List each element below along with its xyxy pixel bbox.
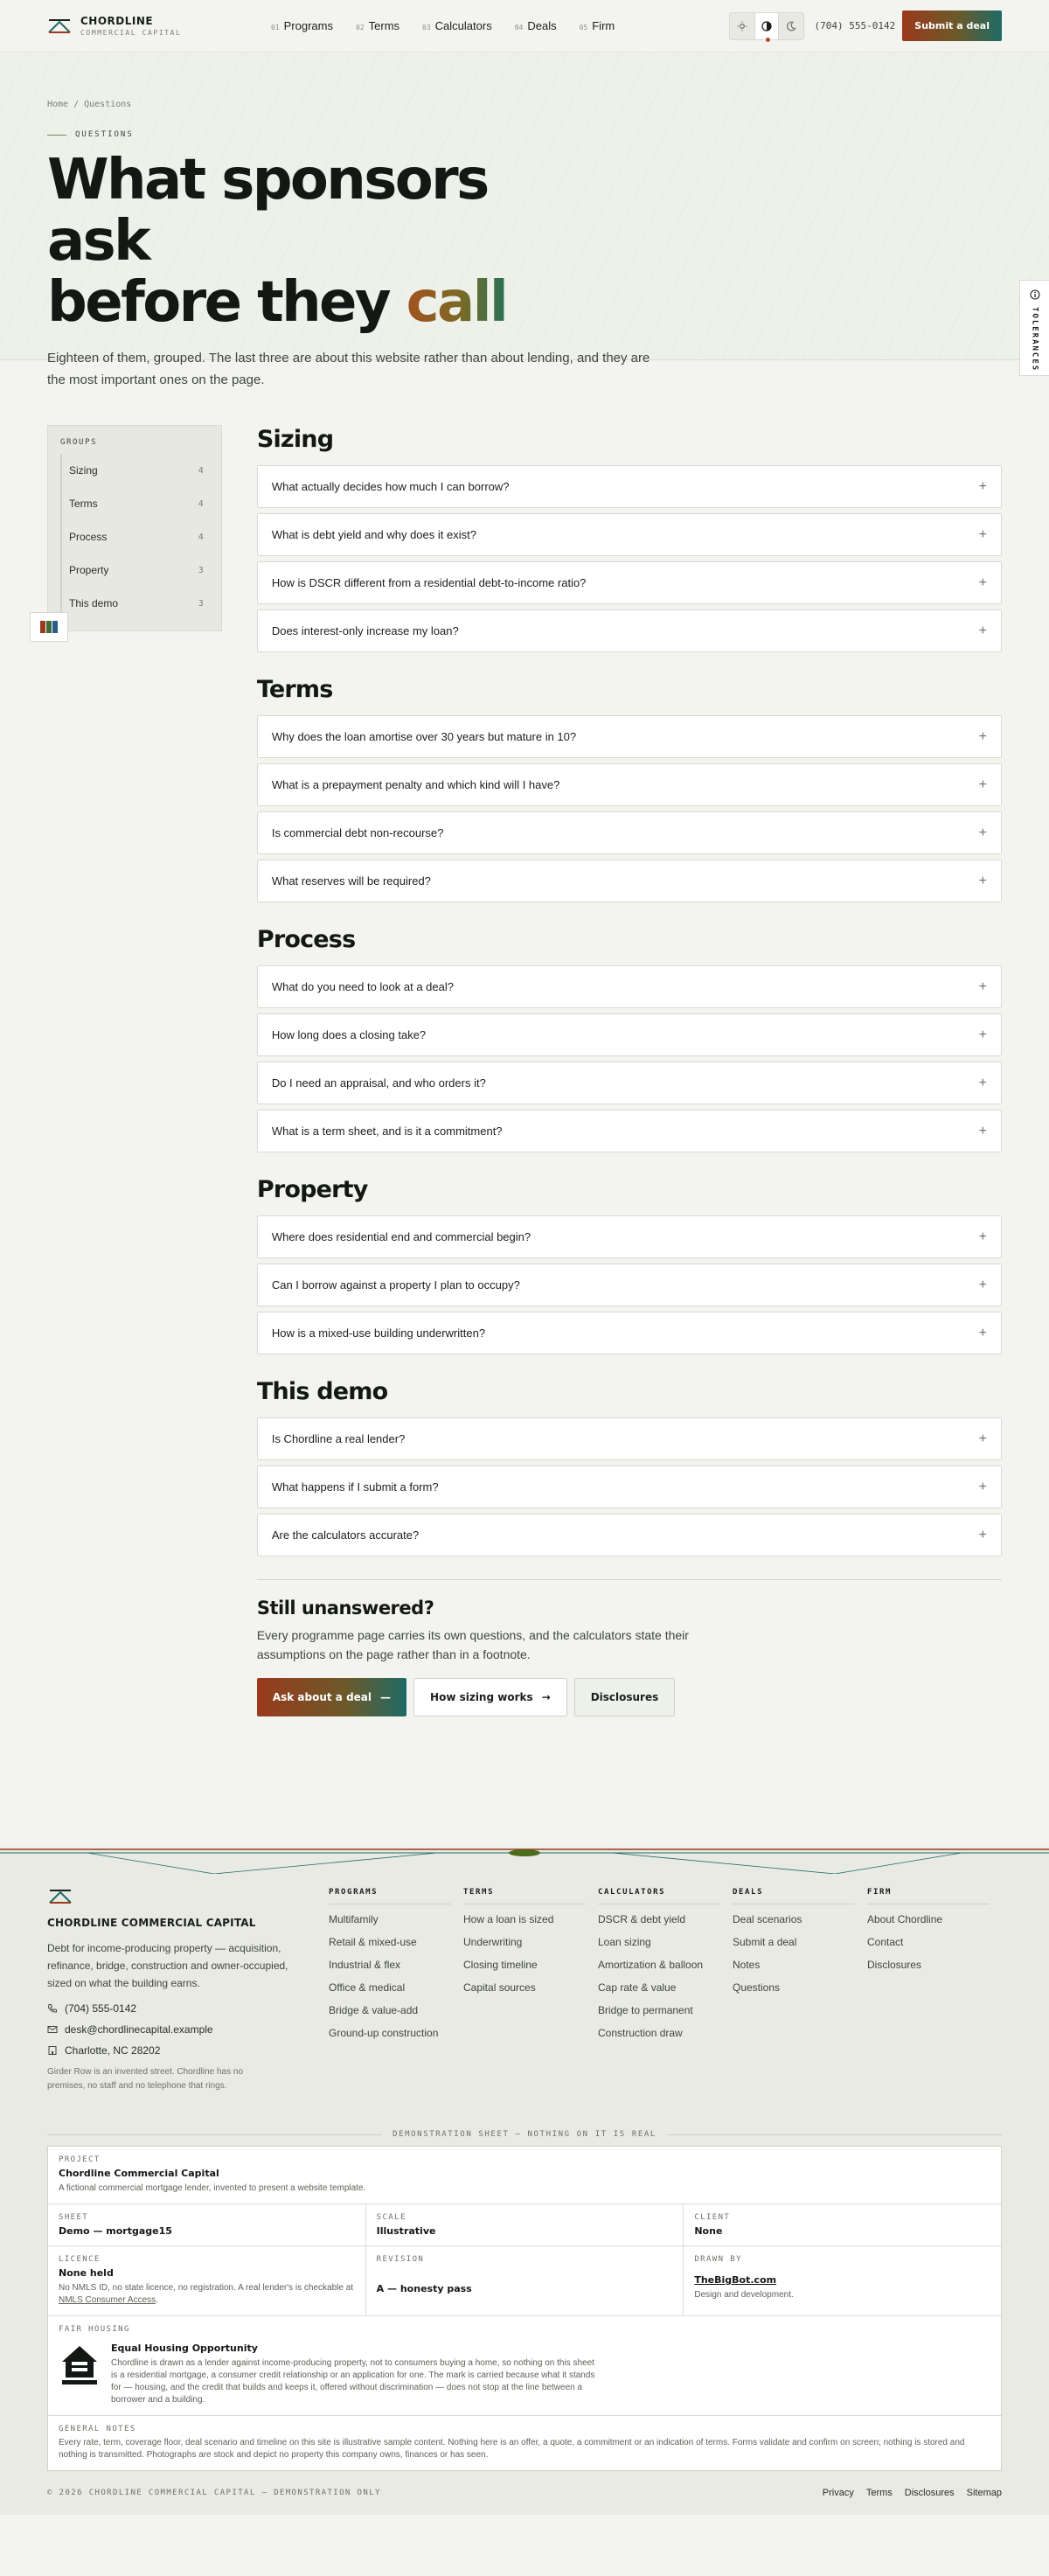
faq-item[interactable] [257, 1417, 1002, 1460]
faq-question: How long does a closing take? [271, 1028, 427, 1041]
plus-icon: + [978, 776, 987, 792]
footer-phone-text: (704) 555-0142 [65, 2002, 137, 2015]
footer-col-heading: DEALS [733, 1888, 855, 1904]
plus-icon: + [978, 728, 987, 744]
footer-phone[interactable] [47, 2002, 329, 2015]
faq-item[interactable] [257, 465, 1002, 508]
footer-link[interactable]: Capital sources [463, 1981, 536, 1994]
faq-question: How is a mixed-use building underwritten? [271, 1326, 486, 1340]
nav-terms[interactable] [356, 19, 399, 32]
nav-deals[interactable] [515, 19, 557, 32]
ask-about-deal-button[interactable] [257, 1678, 406, 1716]
faq-question: What is a prepayment penalty and which kind will I have? [271, 778, 560, 791]
flag-icon[interactable] [30, 612, 68, 642]
brand-tagline: COMMERCIAL CAPITAL [80, 29, 182, 37]
footer-link[interactable]: Closing timeline [463, 1959, 538, 1971]
plus-icon: + [978, 526, 987, 542]
faq-item[interactable] [257, 1264, 1002, 1306]
groups-sidebar [47, 425, 222, 631]
faq-section-process [257, 925, 1002, 1152]
group-label: Terms [69, 498, 98, 510]
group-count: 3 [198, 565, 204, 575]
plus-icon: + [978, 1123, 987, 1138]
sheet-drawn-by [684, 2246, 1001, 2315]
footer-email-text: desk@chordlinecapital.example [65, 2023, 213, 2036]
sheet-general-notes [48, 2416, 1001, 2470]
nav-label: Firm [592, 19, 615, 32]
section-title: Terms [256, 676, 333, 703]
demo-sheet-label-text: DEMONSTRATION SHEET — NOTHING ON IT IS REAL [393, 2130, 656, 2139]
nav-label: Calculators [434, 19, 492, 32]
cell-value: None [694, 2225, 723, 2237]
nav-num: 02 [356, 24, 365, 31]
footer-note: Girder Row is an invented street. Chordline has no premises, no staff and no telephone that rings. [47, 2067, 244, 2091]
footer-link[interactable]: DSCR & debt yield [598, 1913, 686, 1925]
faq-item[interactable] [257, 1514, 1002, 1556]
groups-label: GROUPS [60, 438, 98, 447]
disclosures-link[interactable]: Disclosures [904, 2488, 955, 2498]
phone-icon [47, 2003, 58, 2014]
equal-housing-icon [59, 2343, 101, 2388]
group-item-sizing[interactable] [62, 454, 209, 487]
footer-location-text: Charlotte, NC 28202 [65, 2044, 161, 2057]
faq-item[interactable] [257, 513, 1002, 556]
cell-value: None held [59, 2267, 114, 2279]
group-item-this-demo[interactable] [62, 587, 209, 620]
footer-decoration [0, 1848, 1049, 1874]
cell-sub [59, 2282, 355, 2307]
sheet-revision [366, 2246, 684, 2315]
group-count: 4 [198, 532, 204, 542]
button-label: Disclosures [590, 1691, 659, 1703]
tolerances-tab[interactable] [1019, 280, 1049, 376]
sitemap-link[interactable]: Sitemap [966, 2488, 1002, 2498]
plus-icon: + [978, 1479, 987, 1494]
footer-link[interactable]: Questions [733, 1981, 781, 1994]
eho-text: Chordline is drawn as a lender against income-producing property, not to consumers buying a home, so nothing on this sheet is a residential mortgage, a consumer credit relationship or an application for one. The mark is carried because what it stands for — housing, and the credit that builds and keeps it, offered without discrimination — does not stop at the line between a borrower and a building. [111, 2358, 595, 2405]
faq-question: What is a term sheet, and is it a commitment? [271, 1124, 503, 1138]
cell-label: DRAWN BY [694, 2255, 742, 2264]
divider [257, 1579, 1002, 1580]
faq-question: How is DSCR different from a residential debt-to-income ratio? [271, 576, 587, 589]
nav-programs[interactable] [271, 19, 333, 32]
faq-question: Why does the loan amortise over 30 years but mature in 10? [271, 730, 577, 743]
footer-location [47, 2044, 329, 2057]
faq-question: Where does residential end and commercial begin? [271, 1230, 531, 1243]
cell-label: REVISION [376, 2255, 425, 2264]
cell-value: Illustrative [376, 2225, 436, 2237]
footer-description: Debt for income-producing property — acquisition, refinance, bridge, construction and owner-occupied, sized on what the building earns. [47, 1942, 288, 1989]
eyebrow-rule [47, 135, 66, 136]
breadcrumb [47, 100, 1002, 109]
faq-question: What actually decides how much I can borrow? [271, 480, 510, 493]
sheet-sheet [48, 2204, 366, 2245]
footer-col-firm [867, 1888, 1002, 2093]
auto-theme-icon[interactable] [754, 13, 779, 39]
sheet-scale [366, 2204, 684, 2245]
faq-question: Is Chordline a real lender? [271, 1432, 406, 1445]
faq-item[interactable] [257, 1312, 1002, 1354]
cell-label: SCALE [376, 2213, 406, 2222]
nav-num: 01 [271, 24, 280, 31]
faq-question: What reserves will be required? [271, 874, 431, 888]
footer-link[interactable]: Deal scenarios [733, 1913, 802, 1925]
still-unanswered-text: Every programme page carries its own questions, and the calculators state their assumptions on the page rather than in a footnote. [256, 1628, 689, 1661]
plus-icon: + [978, 1277, 987, 1292]
footer-col-deals [733, 1888, 867, 2093]
footer-col-terms [463, 1888, 598, 2093]
button-label: Ask about a deal [272, 1691, 372, 1703]
group-item-process[interactable] [62, 520, 209, 553]
cell-value: A — honesty pass [376, 2283, 472, 2294]
group-label: Process [69, 531, 108, 543]
faq-question: Are the calculators accurate? [271, 1528, 420, 1542]
faq-item[interactable] [257, 1013, 1002, 1056]
cell-label: LICENCE [59, 2255, 101, 2264]
tolerances-label: TOLERANCES [1030, 307, 1039, 372]
still-unanswered-title: Still unanswered? [256, 1598, 434, 1619]
faq-question: What happens if I submit a form? [271, 1480, 439, 1493]
sun-icon[interactable] [730, 13, 754, 39]
faq-item[interactable] [257, 860, 1002, 902]
plus-icon: + [978, 623, 987, 638]
brand-name: CHORDLINE [80, 15, 154, 27]
cell-label: CLIENT [694, 2213, 731, 2222]
title-line-1: What sponsors ask [47, 148, 488, 274]
header-phone[interactable]: (704) 555-0142 [814, 20, 896, 31]
footer-col-heading: PROGRAMS [329, 1888, 451, 1904]
footer-link[interactable]: Cap rate & value [598, 1981, 677, 1994]
eyebrow [47, 130, 1002, 139]
plus-icon: + [978, 1325, 987, 1340]
how-sizing-works-button[interactable] [413, 1678, 567, 1716]
cell-label: GENERAL NOTES [59, 2425, 136, 2433]
plus-icon: + [978, 1075, 987, 1090]
disclosures-button[interactable] [574, 1678, 676, 1716]
faq-item[interactable] [257, 609, 1002, 652]
footer-bottom-bar [47, 2471, 1002, 2515]
footer-col-programs [329, 1888, 463, 2093]
logo-mark [47, 1888, 73, 1905]
faq-section-terms [257, 675, 1002, 902]
nav-calculators[interactable] [422, 19, 492, 32]
breadcrumb-home[interactable]: Home [47, 100, 69, 109]
privacy-link[interactable]: Privacy [822, 2488, 854, 2498]
licence-text-end: . [156, 2295, 158, 2305]
footer-link[interactable]: Industrial & flex [329, 1959, 401, 1971]
faq-section-this-demo [257, 1377, 1002, 1556]
drawn-by-link[interactable]: TheBigBot.com [694, 2274, 777, 2286]
footer-link[interactable]: Notes [733, 1959, 761, 1971]
plus-icon: + [978, 1431, 987, 1446]
faq-question: Is commercial debt non-recourse? [271, 826, 444, 839]
nav-num: 03 [422, 24, 431, 31]
eho-title: Equal Housing Opportunity [111, 2343, 258, 2354]
faq-question: Do I need an appraisal, and who orders it? [271, 1076, 486, 1090]
building-icon [47, 2045, 58, 2056]
faq-section-property [257, 1175, 1002, 1354]
footer-link[interactable]: Amortization & balloon [598, 1959, 704, 1971]
footer-col-heading: CALCULATORS [598, 1888, 720, 1904]
faq-item[interactable] [257, 561, 1002, 604]
info-icon [1030, 289, 1040, 300]
footer-link[interactable]: Construction draw [598, 2027, 683, 2039]
sheet-client [684, 2204, 1001, 2245]
footer-link[interactable]: Underwriting [463, 1936, 523, 1948]
terms-link[interactable]: Terms [865, 2488, 893, 2498]
faq-question: Does interest-only increase my loan? [271, 624, 459, 637]
footer-brand-name: CHORDLINE COMMERCIAL CAPITAL [47, 1917, 256, 1929]
arrow-right-icon: → [541, 1691, 551, 1703]
footer-link[interactable]: Contact [867, 1936, 904, 1948]
faq-item[interactable] [257, 1110, 1002, 1152]
faq-item[interactable] [257, 1062, 1002, 1104]
plus-icon: + [978, 1027, 987, 1042]
button-label: How sizing works [430, 1691, 533, 1703]
faq-question: What do you need to look at a deal? [271, 980, 454, 993]
section-title: Sizing [256, 426, 334, 453]
nav-firm[interactable] [580, 19, 615, 32]
footer-email[interactable] [47, 2023, 329, 2036]
sheet-fair-housing [48, 2316, 1001, 2415]
faq-item[interactable] [257, 965, 1002, 1008]
moon-icon[interactable] [779, 13, 803, 39]
section-title: This demo [256, 1378, 388, 1405]
site-footer [0, 1874, 1049, 2515]
brand-logo-link[interactable] [47, 15, 271, 37]
cell-label: SHEET [59, 2213, 89, 2222]
cell-sub: A fictional commercial mortgage lender, invented to present a website template. [59, 2183, 366, 2193]
footer-col-calculators [598, 1888, 733, 2093]
footer-link[interactable]: Retail & mixed-use [329, 1936, 417, 1948]
footer-link[interactable]: Bridge to permanent [598, 2004, 693, 2016]
title-accent: call [406, 270, 507, 335]
footer-link[interactable]: About Chordline [867, 1913, 943, 1925]
group-label: This demo [69, 597, 119, 609]
breadcrumb-current: Questions [84, 100, 132, 109]
footer-link[interactable]: How a loan is sized [463, 1913, 554, 1925]
theme-switcher [729, 12, 804, 40]
nav-num: 04 [514, 24, 524, 31]
sheet-licence [48, 2246, 366, 2315]
nmls-link[interactable]: NMLS Consumer Access [59, 2295, 156, 2305]
plus-icon: + [978, 478, 987, 494]
dash-icon: — [380, 1691, 392, 1703]
group-count: 3 [198, 598, 204, 609]
faq-item[interactable] [257, 1466, 1002, 1508]
main-nav [271, 19, 615, 32]
faq-item[interactable] [257, 811, 1002, 854]
faq-item[interactable] [257, 763, 1002, 806]
page-title [47, 150, 589, 333]
plus-icon: + [978, 825, 987, 840]
still-unanswered [257, 1598, 1002, 1716]
plus-icon: + [978, 873, 987, 888]
plus-icon: + [978, 1229, 987, 1244]
logo-mark [47, 17, 72, 35]
cell-label: PROJECT [59, 2155, 101, 2164]
plus-icon: + [978, 574, 987, 590]
group-label: Property [69, 564, 109, 576]
eyebrow-label: QUESTIONS [75, 130, 134, 139]
sheet-project [48, 2147, 1001, 2204]
faq-item[interactable] [257, 715, 1002, 758]
plus-icon: + [978, 1527, 987, 1542]
footer-link[interactable]: Multifamily [329, 1913, 379, 1925]
site-header [0, 0, 1049, 52]
breadcrumb-separator: / [73, 100, 80, 109]
nav-label: Deals [527, 19, 557, 32]
faq-content [257, 425, 1002, 1716]
cell-value: Demo — mortgage15 [59, 2225, 172, 2237]
footer-col-heading: TERMS [463, 1888, 586, 1904]
cell-value: Chordline Commercial Capital [59, 2168, 219, 2179]
footer-columns [329, 1888, 1002, 2093]
faq-question: Can I borrow against a property I plan to occupy? [271, 1278, 520, 1291]
cell-sub: Every rate, term, coverage floor, deal scenario and timeline on this site is illustrative sample content. Nothing here is an offer, a quote, a commitment or an indication of terms. Forms validate and confirm on screen; nothing is stored and nothing is transmitted. Photographs are stock and depict no property this company owns, finances or has seen. [59, 2438, 965, 2460]
section-title: Property [256, 1176, 368, 1203]
faq-item[interactable] [257, 1215, 1002, 1258]
group-count: 4 [198, 465, 204, 476]
group-item-property[interactable] [62, 553, 209, 587]
title-line-2: before they [47, 270, 406, 335]
nav-label: Terms [368, 19, 400, 32]
group-label: Sizing [69, 464, 98, 477]
footer-link[interactable]: Submit a deal [733, 1936, 797, 1948]
footer-link[interactable]: Bridge & value-add [329, 2004, 419, 2016]
faq-section-sizing [257, 425, 1002, 652]
cell-sub: Design and development. [694, 2290, 794, 2300]
footer-col-heading: FIRM [867, 1888, 990, 1904]
licence-text: No NMLS ID, no state licence, no registration. A real lender's is checkable at [59, 2283, 354, 2293]
footer-link[interactable]: Disclosures [867, 1959, 922, 1971]
nav-label: Programs [283, 19, 333, 32]
group-count: 4 [198, 498, 204, 509]
section-title: Process [256, 926, 356, 953]
cell-label: FAIR HOUSING [59, 2325, 130, 2334]
demo-sheet [47, 2146, 1002, 2471]
copyright: © 2026 CHORDLINE COMMERCIAL CAPITAL — DEMONSTRATION ONLY [47, 2489, 381, 2497]
demo-sheet-label [47, 2130, 1002, 2139]
footer-link[interactable]: Loan sizing [598, 1936, 651, 1948]
faq-main [0, 360, 1049, 1716]
nav-num: 05 [579, 24, 588, 31]
page-lede: Eighteen of them, grouped. The last three are about this website rather than about lending, and they are the most important ones on the page. [47, 351, 650, 387]
faq-question: What is debt yield and why does it exist? [271, 528, 476, 541]
footer-link[interactable]: Ground-up construction [329, 2027, 439, 2039]
plus-icon: + [978, 978, 987, 994]
submit-deal-button[interactable]: Submit a deal [902, 10, 1002, 41]
hero [0, 52, 1049, 387]
mail-icon [47, 2024, 58, 2035]
footer-link[interactable]: Office & medical [329, 1981, 406, 1994]
group-item-terms[interactable] [62, 487, 209, 520]
